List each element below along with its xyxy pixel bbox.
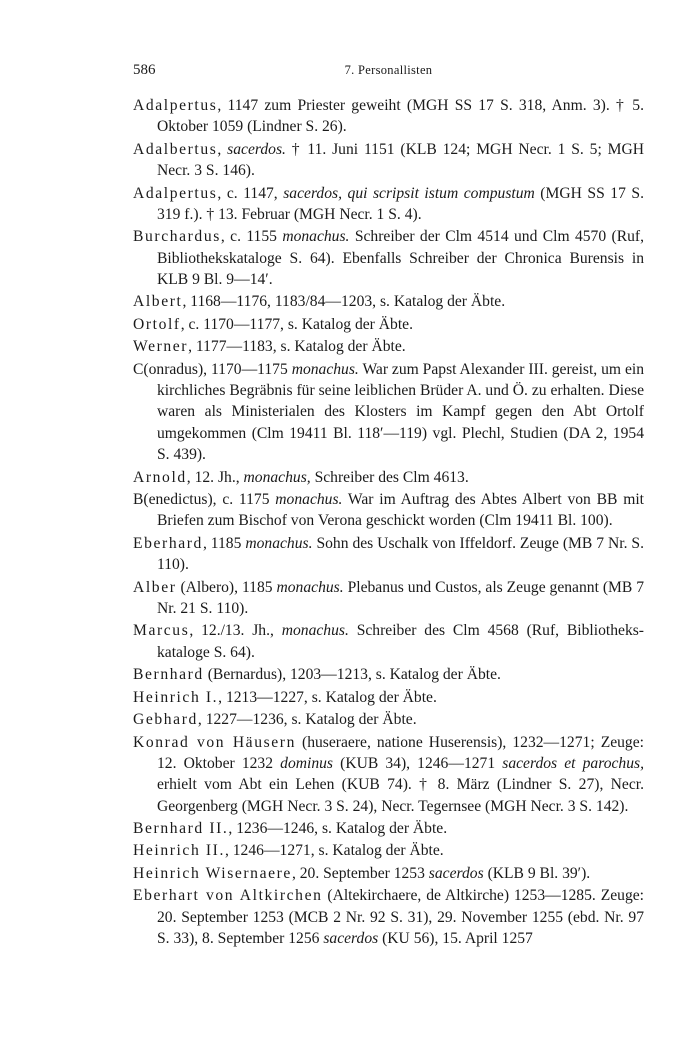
list-item <box>133 533 644 576</box>
entry-name: Gebhard <box>133 711 198 729</box>
entry-text: (KU 56), 15. April 1257 <box>378 930 533 948</box>
entry-text: , 1227—1236, s. Katalog der Äbte. <box>197 711 417 729</box>
entry-text: , 1168—1176, 1183/84—1203, s. Katalog der Äbte. <box>182 293 506 311</box>
entry-name: Alber <box>133 578 177 596</box>
list-item <box>133 359 644 465</box>
entry-text: † 11. Juni 1151 (KLB 124; MGH Necr. 1 S. 5; MGH Necr. 3 S. 146). <box>157 140 645 180</box>
entry-name: Heinrich I. <box>133 688 219 706</box>
entry-italic-text: sacerdos. <box>227 140 286 158</box>
list-item <box>133 183 644 226</box>
entry-name: Bernhard <box>133 666 204 684</box>
entry-name: Albert <box>133 293 183 311</box>
entry-text: B(enedictus), c. 1175 <box>133 491 276 509</box>
entry-name: Adalbertus <box>133 140 218 158</box>
list-item <box>133 139 644 182</box>
entry-text: , c. 1147, <box>217 184 284 202</box>
entry-text: , 1213—1227, s. Katalog der Äbte. <box>218 688 437 706</box>
entry-italic-text: monachus. <box>281 622 349 640</box>
entry-text: , c. 1155 <box>220 228 283 246</box>
list-item <box>133 226 644 290</box>
entry-text: , c. 1170—1177, s. Katalog der Äbte. <box>180 315 413 333</box>
entry-text: Schreiber des Clm 4568 (Ruf, Bibliotheks-kataloge S. 64). <box>157 622 644 661</box>
entry-italic-text: monachus. <box>282 228 350 246</box>
entry-text: (Albero), 1185 <box>176 578 277 596</box>
entry-name: Werner <box>133 338 189 356</box>
entry-text: War zum Papst Alexander III. gereist, um ein kirchliches Begräbnis für seine leiblichen Brüder A. und Ö. zu erhalten. Diese waren als Ministerialen des Klosters im Kampf gegen den Abt Ortolf umgekommen (Clm 19411 Bl. 118′—119) vgl. Plechl, Studien (DA 2, 1954 S. 439). <box>157 360 644 464</box>
entry-text: Schreiber des Clm 4613. <box>310 468 469 486</box>
entry-text: , 12. Jh., <box>186 468 244 486</box>
entry-name: Bernhard II. <box>133 819 229 837</box>
page-number: 586 <box>133 62 156 78</box>
entry-text: Plebanus und Custos, als Zeuge genannt (MB 7 Nr. 21 S. 110). <box>157 578 645 617</box>
list-item <box>133 840 644 861</box>
running-head: 7. Personallisten <box>344 63 433 77</box>
list-item <box>133 732 644 817</box>
entry-name: Adalpertus <box>133 184 218 202</box>
entry-name: Burchardus <box>133 228 221 246</box>
entry-text: erhielt vom Abt ein Lehen (KUB 74). † 8. März (Lindner S. 27), Necr. Georgenberg (MGH Necr. 3 S. 24), Necr. Tegernsee (MGH Necr. 3 S. 142). <box>157 776 644 815</box>
entry-name: Adalpertus <box>133 97 218 114</box>
list-item <box>133 95 644 138</box>
entry-text: War im Auftrag des Abtes Albert von BB mit Briefen zum Bischof von Verona geschickt worden (Clm 19411 Bl. 100). <box>157 491 644 530</box>
list-item <box>133 489 644 532</box>
entry-italic-text: monachus, <box>243 468 311 486</box>
list-item <box>133 291 644 312</box>
entry-text: , 20. September 1253 <box>291 864 429 882</box>
entry-text: , 12./13. Jh., <box>189 622 282 640</box>
entry-name: Eberhart von Altkirchen <box>133 887 323 905</box>
list-item <box>133 577 644 620</box>
personnel-list <box>133 95 644 951</box>
list-item <box>133 620 644 663</box>
entry-text: , 1177—1183, s. Katalog der Äbte. <box>188 338 406 356</box>
list-item <box>133 314 644 335</box>
list-item <box>133 885 644 949</box>
entry-text: , 1185 <box>202 534 246 552</box>
list-item <box>133 709 644 730</box>
entry-italic-text: dominus <box>280 754 333 772</box>
entry-italic-text: sacerdos, qui scripsit istum compustum <box>283 184 535 202</box>
entry-name: Arnold <box>133 468 187 486</box>
entry-text: (huseraere, natione Huserensis), 1232—1271; Zeuge: 12. Oktober 1232 <box>157 733 644 772</box>
entry-name: Eberhard <box>133 534 203 552</box>
entry-italic-text: sacerdos <box>428 864 484 882</box>
list-item <box>133 863 644 884</box>
entry-text: (Bernardus), 1203—1213, s. Katalog der Äbte. <box>203 666 501 684</box>
list-item <box>133 467 644 488</box>
entry-italic-text: monachus. <box>291 360 359 378</box>
entry-name: Heinrich Wisernaere <box>133 864 292 882</box>
list-item <box>133 818 644 839</box>
entry-name: Marcus <box>133 622 190 640</box>
entry-text: , 1236—1246, s. Katalog der Äbte. <box>228 819 448 837</box>
entry-italic-text: monachus. <box>275 491 343 509</box>
list-item <box>133 687 644 708</box>
list-item <box>133 336 644 357</box>
entry-name: Konrad von Häusern <box>133 733 296 751</box>
entry-text: Schreiber der Clm 4514 und Clm 4570 (Ruf, Bibliothekskataloge S. 64). Ebenfalls Schreiber der Chronica Burensis in KLB 9 Bl. 9—14′. <box>157 228 644 288</box>
entry-italic-text: sacerdos et parochus, <box>502 754 644 772</box>
list-item <box>133 664 644 685</box>
entry-text: (MGH SS 17 S. 319 f.). † 13. Februar (MGH Necr. 1 S. 4). <box>157 184 644 223</box>
entry-italic-text: monachus. <box>276 578 344 596</box>
entry-italic-text: sacerdos <box>323 930 379 948</box>
entry-text: (KLB 9 Bl. 39′). <box>483 864 591 882</box>
entry-text: (Altekirchaere, de Altkirche) 1253—1285. Zeuge: 20. September 1253 (MCB 2 Nr. 92 S. 31), 29. November 1255 (ebd. Nr. 97 S. 33), 8. September 1256 <box>157 887 644 948</box>
entry-name: Heinrich II. <box>133 842 225 860</box>
entry-italic-text: monachus. <box>245 534 313 552</box>
entry-text: (KUB 34), 1246—1271 <box>333 754 503 772</box>
entry-text: , 1147 zum Priester geweiht (MGH SS 17 S. 318, Anm. 3). † 5. Oktober 1059 (Lindner S. 26). <box>157 97 644 136</box>
entry-name: Ortolf <box>133 315 181 333</box>
entry-text: , <box>217 140 228 158</box>
page-header <box>133 62 644 84</box>
entry-text: , 1246—1271, s. Katalog der Äbte. <box>224 842 444 860</box>
entry-text: Sohn des Uschalk von Iffeldorf. Zeuge (MB 7 Nr. S. 110). <box>157 534 644 574</box>
entry-text: C(onradus), 1170—1175 <box>133 360 292 378</box>
